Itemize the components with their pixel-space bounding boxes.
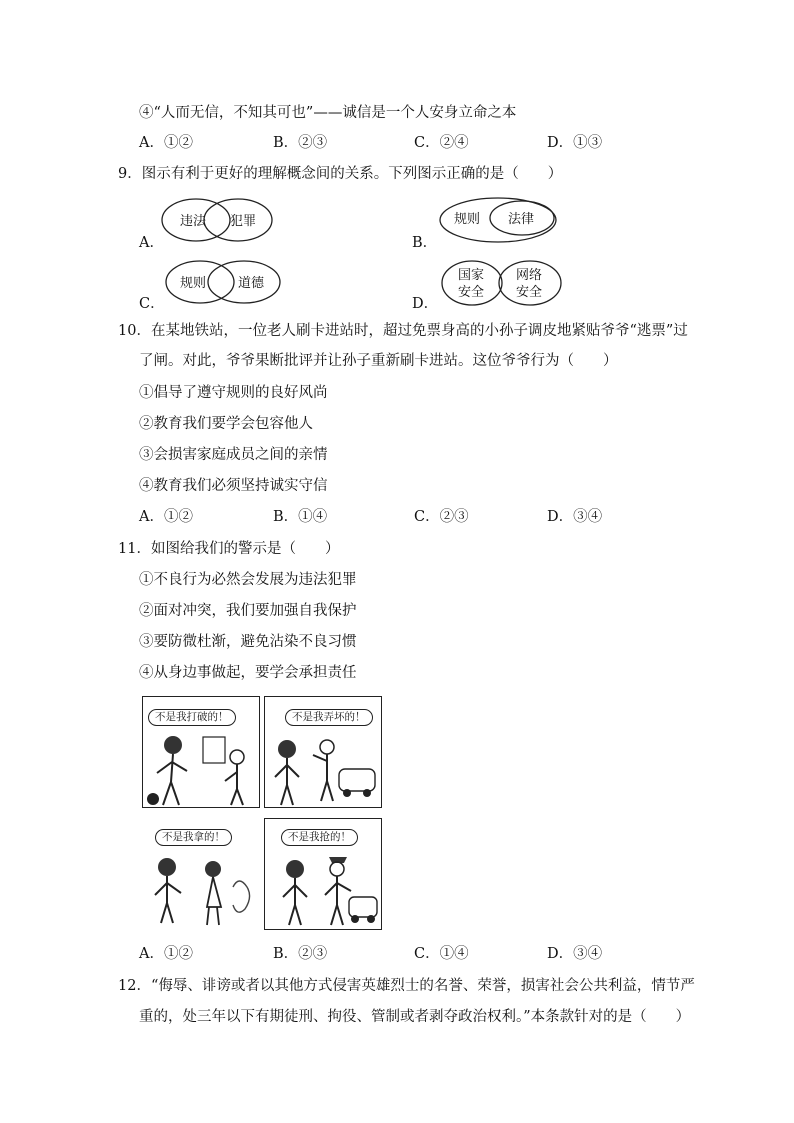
q10-option-d: D．③④ [547,509,603,525]
q11-comic [142,696,382,930]
q10-option-b: B．①④ [273,509,328,525]
q9-venn-c-right: 道德 [238,276,265,291]
q11-option-c: C．①④ [414,946,469,962]
q11-option-d: D．③④ [547,946,603,962]
q9-venn-d [440,258,564,308]
q11-item-1: ①不良行为必然会发展为违法犯罪 [139,572,357,588]
q9-venn-a [160,196,276,244]
comic-panel-3 [142,818,260,930]
comic-bubble-1: 不是我打破的！ [148,709,236,726]
comic-figures-2 [265,727,381,807]
q10-item-1: ①倡导了遵守规则的良好风尚 [139,385,328,401]
q11-stem: 11．如图给我们的警示是（ ） [118,541,340,557]
comic-bubble-2: 不是我弄坏的！ [285,709,373,726]
q9-venn-d-left-1: 国家 [458,268,485,283]
q10-stem-line-1: 10．在某地铁站，一位老人刷卡进站时，超过免票身高的小孙子调皮地紧贴爷爷“逃票”过 [118,323,688,339]
q9-venn-b-left: 规则 [454,212,481,227]
q9-venn-a-left: 违法 [180,214,207,229]
q12-stem-line-2: 重的，处三年以下有期徒刑、拘役、管制或者剥夺政治权利。”本条款针对的是（ ） [139,1009,691,1025]
q11-option-a: A．①② [139,946,193,962]
comic-figures-1 [143,727,259,807]
comic-bubble-3: 不是我拿的！ [155,829,232,846]
q9-venn-b-right: 法律 [508,212,535,227]
q11-option-b: B．②③ [273,946,328,962]
q9-stem: 9．图示有利于更好的理解概念间的关系。下列图示正确的是（ ） [118,166,563,182]
comic-bubble-4: 不是我抢的！ [281,829,358,846]
comic-panel-4 [264,818,382,930]
comic-panel-1 [142,696,260,808]
q10-stem-line-2: 了闸。对此，爷爷果断批评并让孙子重新刷卡进站。这位爷爷行为（ ） [139,353,618,369]
q9-option-d-letter: D． [412,296,439,312]
q9-option-b-letter: B． [412,235,438,251]
q9-venn-c-left: 规则 [180,276,207,291]
q9-venn-d-right-2: 安全 [516,285,543,300]
q8-option-a: A．①② [139,135,193,151]
q9-venn-d-left-2: 安全 [458,285,485,300]
q11-item-4: ④从身边事做起，要学会承担责任 [139,665,357,681]
q9-venn-c [162,258,284,306]
q11-item-3: ③要防微杜渐，避免沾染不良习惯 [139,634,357,650]
q10-item-3: ③会损害家庭成员之间的亲情 [139,447,328,463]
q10-item-4: ④教育我们必须坚持诚实守信 [139,478,328,494]
q9-option-c-letter: C． [139,296,165,312]
q8-option-c: C．②④ [414,135,469,151]
q9-venn-d-right-1: 网络 [516,268,543,283]
q9-option-a-letter: A． [139,235,164,251]
q11-item-2: ②面对冲突，我们要加强自我保护 [139,603,357,619]
q8-item-4: ④“人而无信，不知其可也”——诚信是一个人安身立命之本 [139,105,517,121]
q10-option-c: C．②③ [414,509,469,525]
comic-panel-2 [264,696,382,808]
q8-option-b: B．②③ [273,135,328,151]
q9-venn-a-right: 犯罪 [230,214,257,229]
comic-figures-4 [265,847,381,929]
comic-figures-3 [143,847,259,929]
q10-option-a: A．①② [139,509,193,525]
q9-venn-b [438,196,562,244]
q10-item-2: ②教育我们要学会包容他人 [139,416,313,432]
q12-stem-line-1: 12．“侮辱、诽谤或者以其他方式侵害英雄烈士的名誉、荣誉，损害社会公共利益，情节严 [118,978,695,994]
q8-option-d: D．①③ [547,135,603,151]
